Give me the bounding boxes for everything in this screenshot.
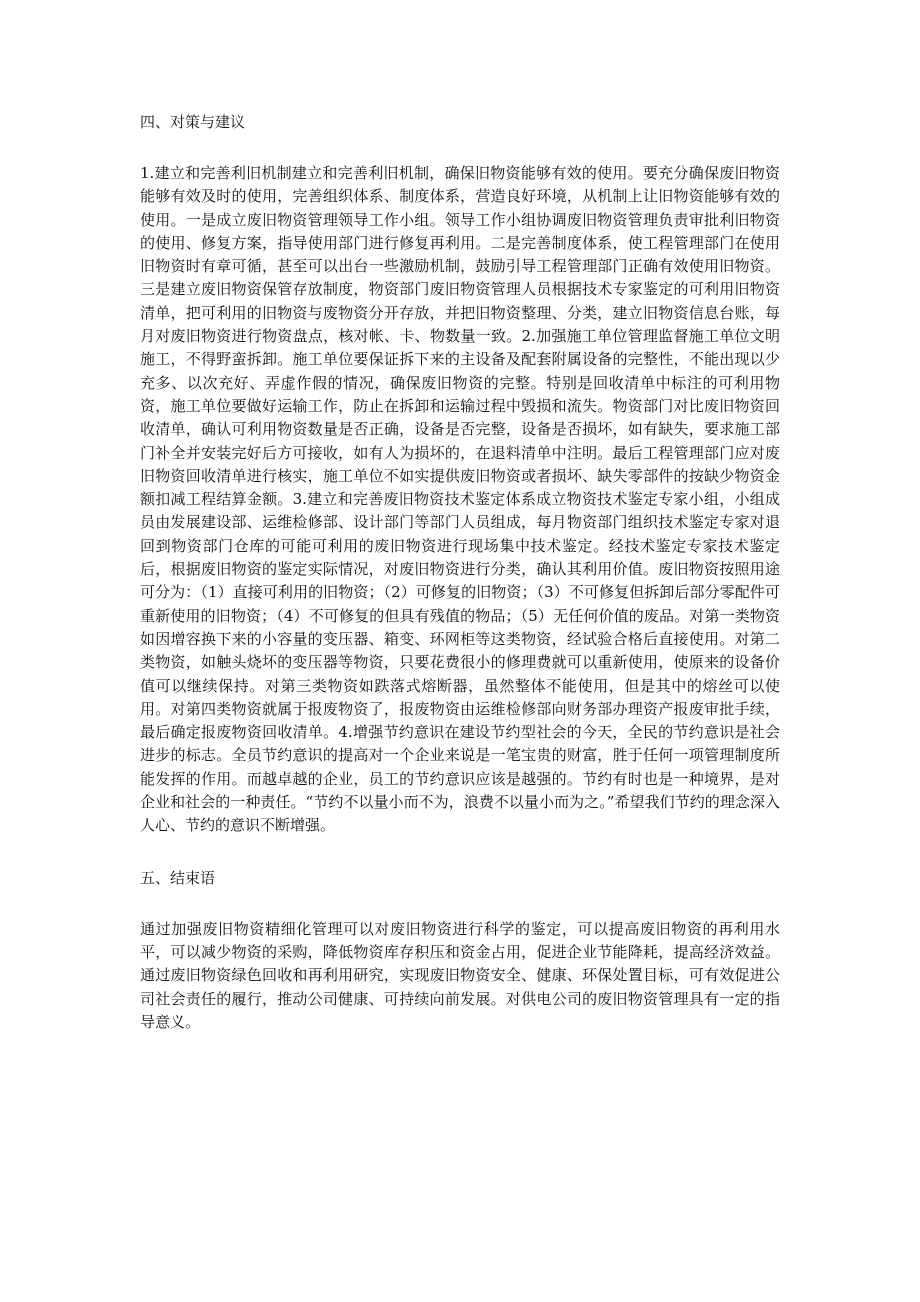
section-heading-countermeasures: 四、对策与建议 bbox=[140, 113, 246, 131]
document-page bbox=[140, 110, 780, 1034]
section-body-conclusion: 通过加强废旧物资精细化管理可以对废旧物资进行科学的鉴定，可以提高废旧物资的再利用水平，可以减少物资的采购，降低物资库存积压和资金占用，促进企业节能降耗，提高经济效益。通过废旧物资绿色回收和再利用研究，实现废旧物资安全、健康、环保处置目标，可有效促进公司社会责任的履行，推动公司健康、可持续向前发展。对供电公司的废旧物资管理具有一定的指导意义。 bbox=[140, 919, 780, 1031]
section-body-countermeasures: 1.建立和完善利旧机制建立和完善利旧机制，确保旧物资能够有效的使用。要充分确保废旧物资能够有效及时的使用，完善组织体系、制度体系，营造良好环境，从机制上让旧物资能够有效的使用。一是成立废旧物资管理领导工作小组。领导工作小组协调废旧物资管理负责审批利旧物资的使用、修复方案，指导使用部门进行修复再利用。二是完善制度体系，使工程管理部门在使用旧物资时有章可循，甚至可以出台一些激励机制，鼓励引导工程管理部门正确有效使用旧物资。三是建立废旧物资保管存放制度，物资部门废旧物资管理人员根据技术专家鉴定的可利用旧物资清单，把可利用的旧物资与废物资分开存放，并把旧物资整理、分类，建立旧物资信息台账，每月对废旧物资进行物资盘点，核对帐、卡、物数量一致。2.加强施工单位管理监督施工单位文明施工，不得野蛮拆卸。施工单位要保证拆下来的主设备及配套附属设备的完整性，不能出现以少充多、以次充好、弄虚作假的情况，确保废旧物资的完整。特别是回收清单中标注的可利用物资，施工单位要做好运输工作，防止在拆卸和运输过程中毁损和流失。物资部门对比废旧物资回收清单，确认可利用物资数量是否正确，设备是否完整，设备是否损坏，如有缺失，要求施工部门补全并安装完好后方可接收，如有人为损坏的，在退料清单中注明。最后工程管理部门应对废旧物资回收清单进行核实，施工单位不如实提供废旧物资或者损坏、缺失零部件的按缺少物资金额扣减工程结算金额。3.建立和完善废旧物资技术鉴定体系成立物资技术鉴定专家小组，小组成员由发展建设部、运维检修部、设计部门等部门人员组成，每月物资部门组织技术鉴定专家对退回到物资部门仓库的可能可利用的废旧物资进行现场集中技术鉴定。经技术鉴定专家技术鉴定后，根据废旧物资的鉴定实际情况，对废旧物资进行分类，确认其利用价值。废旧物资按照用途可分为：（1）直接可利用的旧物资；（2）可修复的旧物资；（3）不可修复但拆卸后部分零配件可重新使用的旧物资；（4）不可修复的但具有残值的物品；（5）无任何价值的废品。对第一类物资如因增容换下来的小容量的变压器、箱变、环网柜等这类物资，经试验合格后直接使用。对第二类物资，如触头烧坏的变压器等物资，只要花费很小的修理费就可以重新使用，使原来的设备价值可以继续保持。对第三类物资如跌落式熔断器，虽然整体不能使用，但是其中的熔丝可以使用。对第四类物资就属于报废物资了，报废物资由运维检修部向财务部办理资产报废审批手续，最后确定报废物资回收清单。4.增强节约意识在建设节约型社会的今天，全民的节约意识是社会进步的标志。全员节约意识的提高对一个企业来说是一笔宝贵的财富，胜于任何一项管理制度所能发挥的作用。而越卓越的企业，员工的节约意识应该是越强的。节约有时也是一种境界，是对企业和社会的一种责任。“节约不以量小而不为，浪费不以量小而为之。”希望我们节约的理念深入人心、节约的意识不断增强。 bbox=[140, 164, 780, 835]
section-heading-conclusion: 五、结束语 bbox=[140, 868, 216, 887]
